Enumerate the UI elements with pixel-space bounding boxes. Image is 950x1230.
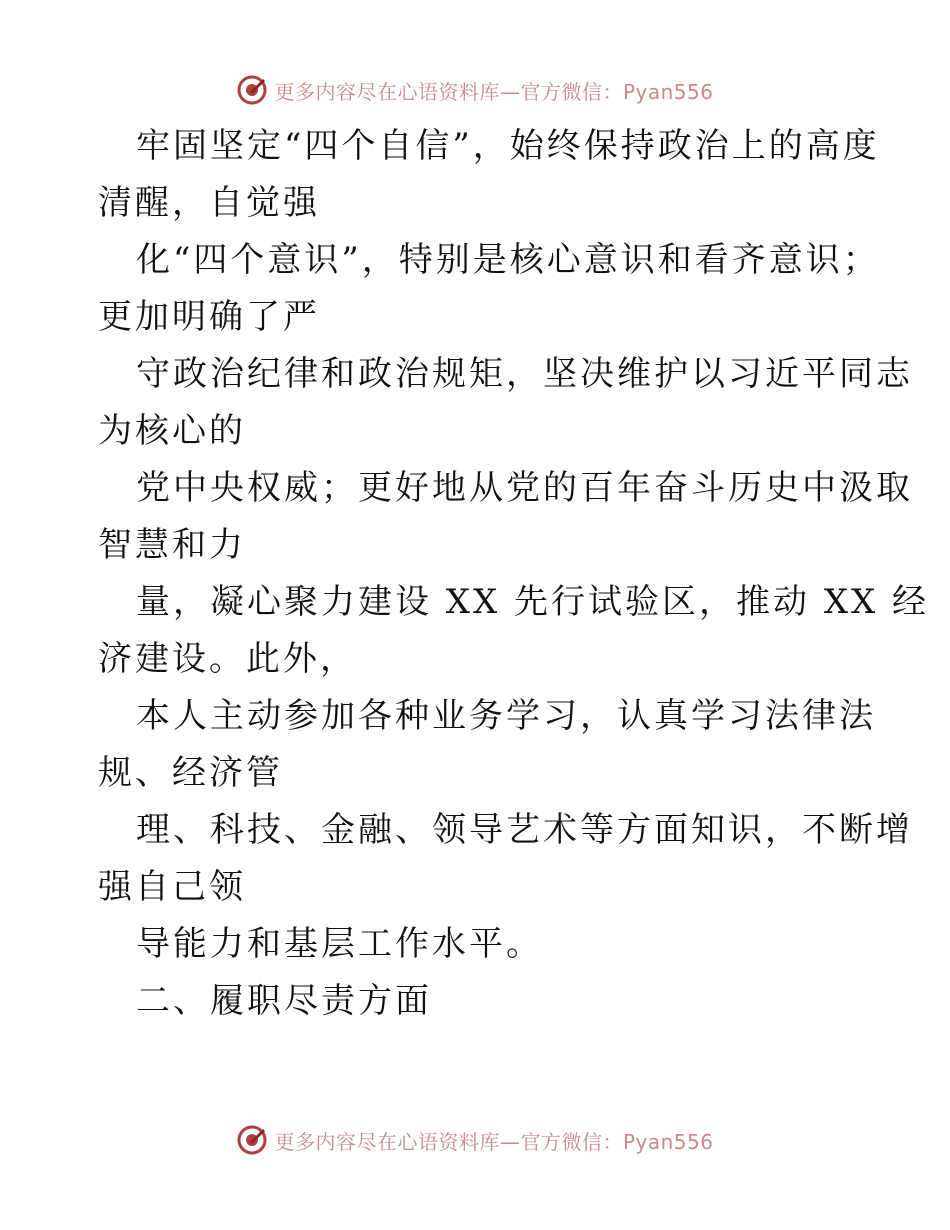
paragraph-line: 党中央权威；更好地从党的百年奋斗历史中汲取 (136, 468, 913, 508)
watermark-footer (0, 1120, 950, 1160)
watermark-header (0, 70, 950, 110)
paragraph-line: 强自己领 (98, 867, 246, 907)
paragraph-line: 为核心的 (98, 411, 246, 451)
document-body (98, 118, 930, 1030)
pen-logo-icon (236, 1124, 268, 1156)
paragraph-line: 牢固坚定“四个自信”，始终保持政治上的高度 (136, 126, 880, 166)
pen-logo-icon (236, 74, 268, 106)
paragraph-line: 智慧和力 (98, 525, 246, 565)
paragraph-line: 清醒，自觉强 (98, 183, 320, 223)
paragraph-line: 二、履职尽责方面 (136, 981, 432, 1021)
paragraph-line: 量，凝心聚力建设 XX 先行试验区，推动 XX 经 (136, 582, 930, 622)
paragraph-line: 更加明确了严 (98, 297, 320, 337)
paragraph-line: 化“四个意识”，特别是核心意识和看齐意识； (136, 240, 880, 280)
watermark-text: 更多内容尽在心语资料库—官方微信：Pyan556 (274, 1129, 714, 1154)
watermark-text: 更多内容尽在心语资料库—官方微信：Pyan556 (274, 79, 714, 104)
paragraph-line: 规、经济管 (98, 753, 283, 793)
paragraph-line: 理、科技、金融、领导艺术等方面知识，不断增 (136, 810, 913, 850)
paragraph-line: 济建设。此外， (98, 639, 357, 679)
paragraph-line: 守政治纪律和政治规矩，坚决维护以习近平同志 (136, 354, 913, 394)
paragraph-line: 本人主动参加各种业务学习，认真学习法律法 (136, 696, 876, 736)
paragraph-line: 导能力和基层工作水平。 (136, 924, 543, 964)
